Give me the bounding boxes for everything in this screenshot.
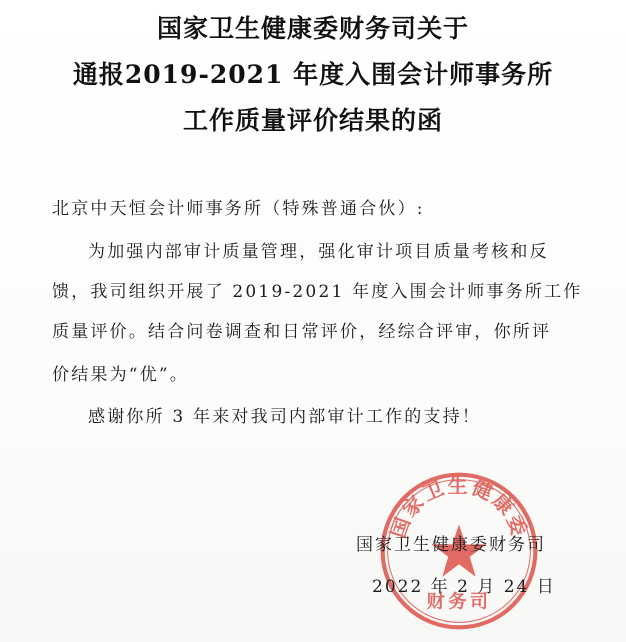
body-line-4: 价结果为“优”。 bbox=[52, 365, 189, 385]
thanks-line: 感谢你所 3 年来对我司内部审计工作的支持！ bbox=[88, 407, 482, 427]
body-line-1: 为加强内部审计质量管理，强化审计项目质量考核和反 bbox=[88, 242, 549, 262]
signature-organization: 国家卫生健康委财务司 bbox=[356, 535, 546, 555]
seal-ring-text: 国家卫生健康委 bbox=[385, 473, 533, 542]
addressee: 北京中天恒会计师事务所（特殊普通合伙）: bbox=[52, 199, 425, 219]
body-line-3: 质量评价。结合问卷调查和日常评价，经综合评审，你所评 bbox=[52, 322, 552, 342]
title-line-2: 通报2019-2021 年度入围会计师事务所 bbox=[72, 60, 554, 89]
seal-bottom-text: 财务司 bbox=[426, 591, 492, 613]
signature-date: 2022 年 2 月 24 日 bbox=[372, 577, 556, 597]
body-line-2: 馈，我司组织开展了 2019-2021 年度入围会计师事务所工作 bbox=[52, 282, 583, 302]
title-line-1: 国家卫生健康委财务司关于 bbox=[156, 14, 469, 43]
title-line-3: 工作质量评价结果的函 bbox=[182, 106, 443, 135]
